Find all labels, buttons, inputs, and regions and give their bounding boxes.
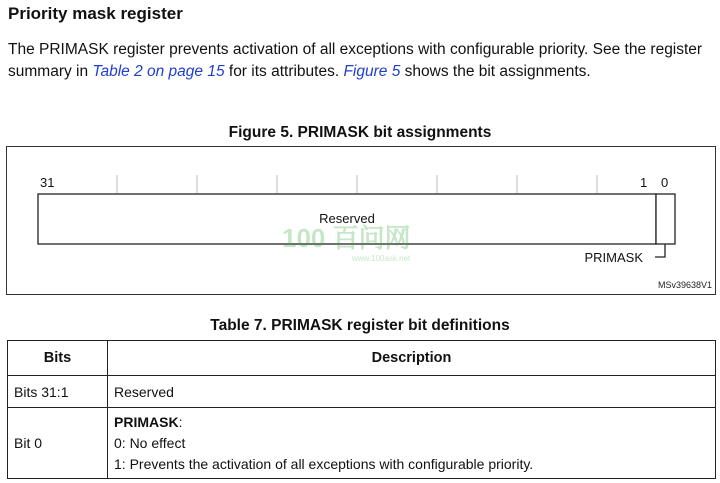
table-2-link[interactable]: Table 2 on page 15 <box>92 63 225 80</box>
watermark <box>282 223 411 263</box>
value-0-description: 0: No effect <box>114 434 186 451</box>
field-name-suffix: : <box>178 413 183 430</box>
figure-5-link[interactable]: Figure 5 <box>343 63 401 80</box>
row-bits: Bits 31:1 <box>8 376 108 408</box>
figure-id: MSv39638V1 <box>657 280 712 290</box>
paragraph-text-2: for its attributes. <box>224 63 344 80</box>
bit-31-label: 31 <box>40 175 55 190</box>
table-caption: Table 7. PRIMASK register bit definitions <box>210 317 510 334</box>
header-bits: Bits <box>8 341 108 376</box>
primask-bit-field <box>656 194 675 244</box>
section-heading: Priority mask register <box>8 4 183 23</box>
table-row <box>8 376 716 408</box>
primask-label: PRIMASK <box>584 250 643 265</box>
bit-1-label: 1 <box>640 175 648 190</box>
bit-ticks <box>117 175 597 193</box>
paragraph-text-1: The PRIMASK register prevents activation of all exceptions with configurable priority. See the register summary in <box>8 41 703 80</box>
paragraph-text-3: shows the bit assignments. <box>400 63 591 80</box>
intro-paragraph <box>8 39 716 83</box>
bit-0-label: 0 <box>661 175 669 190</box>
field-name: PRIMASK <box>114 413 179 430</box>
header-description: Description <box>108 341 716 376</box>
table-header-row <box>8 341 716 376</box>
watermark-logo: 100 百问网 <box>282 223 411 253</box>
value-1-description: 1: Prevents the activation of all exceptions with configurable priority. <box>114 455 534 472</box>
primask-leader-line <box>655 244 665 257</box>
bit-definitions-table <box>7 340 716 479</box>
bit-assignment-figure <box>6 146 716 295</box>
figure-caption: Figure 5. PRIMASK bit assignments <box>228 124 492 141</box>
row-description: Reserved <box>108 376 716 408</box>
reserved-field-label: Reserved <box>319 211 375 226</box>
bit-diagram <box>7 147 717 296</box>
row-bits: Bit 0 <box>8 408 108 479</box>
table-row <box>8 408 716 479</box>
watermark-url: www.100ask.net <box>352 254 411 263</box>
row-description <box>108 408 716 479</box>
